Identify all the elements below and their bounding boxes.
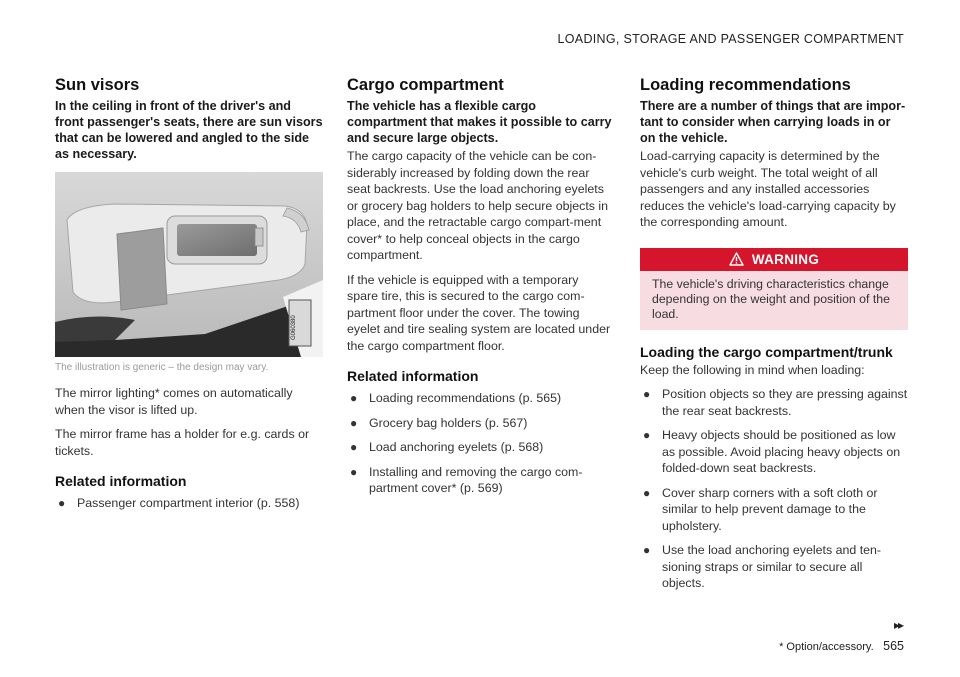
list-item: ● Use the load anchoring eyelets and ten-sioning straps or similar to secure all objects. [643,543,882,590]
warning-header [640,248,908,271]
warning-triangle-icon [729,252,744,266]
related-link[interactable]: ● Passenger compartment interior (p. 558) [58,496,300,510]
load-capacity-text: Load-carrying capacity is determined by the vehicle's curb weight. The total weight of all passengers and any installed accessories reduces the vehicle's load-carrying capacity by the corresponding amount. [640,149,896,229]
related-info-heading: Related information [347,368,479,384]
bullet-icon: ● [643,543,651,557]
list-item: ● Cover sharp corners with a soft cloth or similar to help prevent damage to the upholstery. [643,485,878,533]
loading-tips-list [640,386,908,592]
mirror-lighting-text: The mirror lighting* comes on automatically when the visor is lifted up. [55,386,293,417]
related-link[interactable]: ● Load anchoring eyelets (p. 568) [350,440,544,454]
warning-box [640,248,908,330]
related-links [55,495,323,512]
list-item: ● Position objects so they are pressing against the rear seat backrests. [643,387,908,418]
related-links [347,390,612,497]
loading-lead: There are a number of things that are impor-tant to consider when carrying loads in or on the vehicle. [640,99,906,145]
sun-visors-heading: Sun visors [55,76,140,94]
cargo-heading: Cargo compartment [347,76,504,94]
bullet-icon: ● [58,496,66,510]
figure-caption: The illustration is generic – the design may vary. [55,362,269,373]
related-link[interactable]: ● Grocery bag holders (p. 567) [350,415,528,430]
spare-tire-text: If the vehicle is equipped with a temporary spare tire, this is secured to the cargo com-partment floor under the cover. The towing eyelet and tire sealing system are located under the cargo compartment floor. [347,272,611,353]
cargo-lead: The vehicle has a flexible cargo compartment that makes it possible to carry and secure large objects. [347,99,612,145]
bullet-icon: ● [350,391,358,405]
footnote: * Option/accessory. [779,641,874,653]
cargo-capacity-text: The cargo capacity of the vehicle can be con-siderably increased by folding down the rear seat backrests. Use the load anchoring eyelets or grocery bag holders to help secure objects in place, and the retractable cargo compart-ment cover* to help conceal objects in the cargo compartment. [347,149,609,262]
sun-visor-illustration [55,172,323,357]
running-header: LOADING, STORAGE AND PASSENGER COMPARTMENT [557,32,904,46]
related-link[interactable]: ● Installing and removing the cargo com-partment cover* (p. 569) [350,464,583,495]
bullet-icon: ● [350,415,358,430]
continue-chevrons-icon: ▸▸ [893,618,902,632]
cargo-compartment-section [347,76,612,505]
loading-trunk-subheading: Loading the cargo compartment/trunk [640,343,893,360]
sun-visors-section [55,76,323,520]
loading-heading: Loading recommendations [640,76,851,94]
list-item: ● Heavy objects should be positioned as low as possible. Avoid placing heavy objects on folded-down seat backrests. [643,428,901,475]
bullet-icon: ● [350,464,358,479]
bullet-icon: ● [643,485,651,500]
warning-label: WARNING [751,251,820,267]
page-number: 565 [883,639,904,653]
sun-visors-lead: In the ceiling in front of the driver's and front passenger's seats, there are sun visors that can be lowered and angled to the side as necessary. [55,99,323,161]
loading-recommendations-section [640,76,908,600]
figure-code: G060380 [291,315,297,340]
related-link[interactable]: ● Loading recommendations (p. 565) [350,391,562,405]
related-info-heading: Related information [55,473,187,489]
page-footer [779,639,904,653]
loading-intro: Keep the following in mind when loading: [640,362,865,377]
warning-text: The vehicle's driving characteristics change depending on the weight and position of the load. [640,271,908,330]
mirror-holder-text: The mirror frame has a holder for e.g. cards or tickets. [55,427,310,458]
bullet-icon: ● [350,440,358,454]
bullet-icon: ● [643,387,651,401]
bullet-icon: ● [643,428,651,442]
